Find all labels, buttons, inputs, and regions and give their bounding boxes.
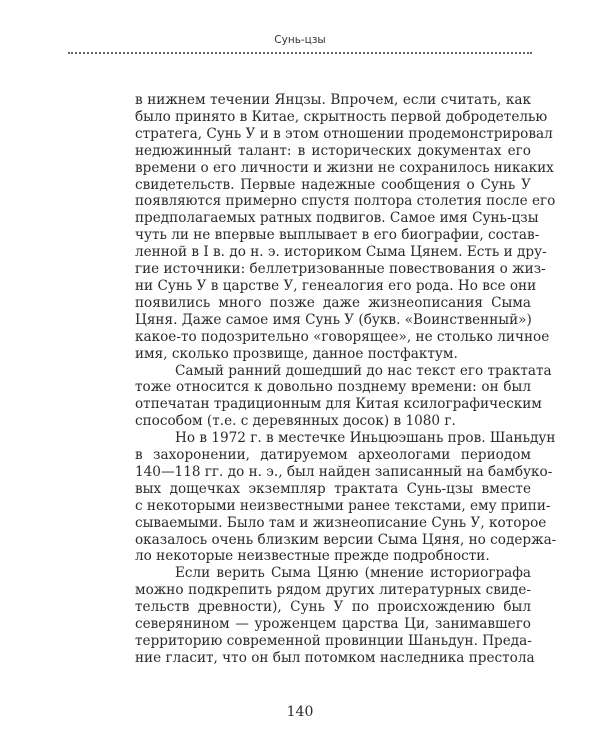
header-dotted-rule bbox=[68, 52, 532, 54]
text-line: вых дощечках экземпляр трактата Сунь-цзы вместе bbox=[135, 480, 531, 497]
text-line: 140—118 гг. до н. э., был найден записанный на бамбуко- bbox=[135, 463, 553, 480]
text-line: имя, сколько прозвище, данное постфактум. bbox=[135, 345, 458, 362]
text-line: оказалось очень близким версии Сыма Цяня, но содержа- bbox=[135, 531, 557, 548]
text-line: Но в 1972 г. в местечке Иньцюэшань пров. Шаньдун bbox=[175, 430, 556, 447]
text-line: ленной в I в. до н. э. историком Сыма Цянем. Есть и дру- bbox=[135, 244, 547, 261]
text-line: северянином — уроженцем царства Ци, занимавшего bbox=[135, 616, 531, 633]
text-line: стратега, Сунь У и в этом отношении продемонстрировал bbox=[135, 125, 553, 142]
page-number: 140 bbox=[286, 704, 314, 720]
text-line: можно подкрепить рядом других литературных свиде- bbox=[135, 582, 531, 599]
body-text bbox=[135, 92, 557, 667]
running-header: Сунь-цзы bbox=[274, 34, 326, 46]
text-line: времени о его личности и жизни не сохранилось никаких bbox=[135, 159, 554, 176]
text-line: чуть ли не впервые выплывает в его биографии, состав- bbox=[135, 227, 540, 244]
text-line: Если верить Сыма Цяню (мнение историографа bbox=[175, 565, 531, 582]
text-line: территорию современной провинции Шаньдун. Преда- bbox=[135, 633, 532, 649]
text-line: в захоронении, датируемом археологами периодом bbox=[135, 447, 531, 464]
text-line: предполагаемых ратных подвигов. Самое имя Сунь-цзы bbox=[135, 210, 539, 227]
text-line: какое-то подозрительно «говорящее», не столько личное bbox=[135, 328, 550, 345]
text-line: ние гласит, что он был потомком наследника престола bbox=[135, 649, 535, 666]
text-line: ло некоторые неизвестные прежде подробности. bbox=[135, 548, 490, 565]
text-line: появились много позже даже жизнеописания Сыма bbox=[135, 294, 531, 311]
text-line: гие источники: беллетризованные повествования о жиз- bbox=[135, 261, 546, 278]
text-line: отпечатан традиционным для Китая ксилографическим bbox=[135, 396, 542, 413]
text-line: появляются примерно спустя полтора столетия после его bbox=[135, 193, 556, 210]
text-line: с некоторыми неизвестными ранее текстами, ему припи- bbox=[135, 497, 551, 514]
text-line: недюжинный талант: в исторических документах его bbox=[135, 142, 531, 159]
text-line: Цяня. Даже самое имя Сунь У (букв. «Воинственный») bbox=[135, 311, 532, 328]
text-line: Самый ранний дошедший до нас текст его трактата bbox=[175, 362, 552, 379]
text-line: сываемыми. Было там и жизнеописание Сунь У, которое bbox=[135, 514, 547, 531]
text-line: способом (т.е. с деревянных досок) в 1080 г. bbox=[135, 413, 456, 430]
text-line: ни Сунь У в царстве У, генеалогия его рода. Но все они bbox=[135, 277, 537, 294]
text-line: тоже относится к довольно позднему времени: он был bbox=[135, 379, 531, 396]
text-line: было принято в Китае, скрытность первой добродетелью bbox=[135, 108, 548, 125]
text-line: свидетельств. Первые надежные сообщения о Сунь У bbox=[135, 176, 531, 193]
text-line: в нижнем течении Янцзы. Впрочем, если считать, как bbox=[135, 92, 531, 108]
text-line: тельств древности), Сунь У по происхождению был bbox=[135, 599, 531, 616]
